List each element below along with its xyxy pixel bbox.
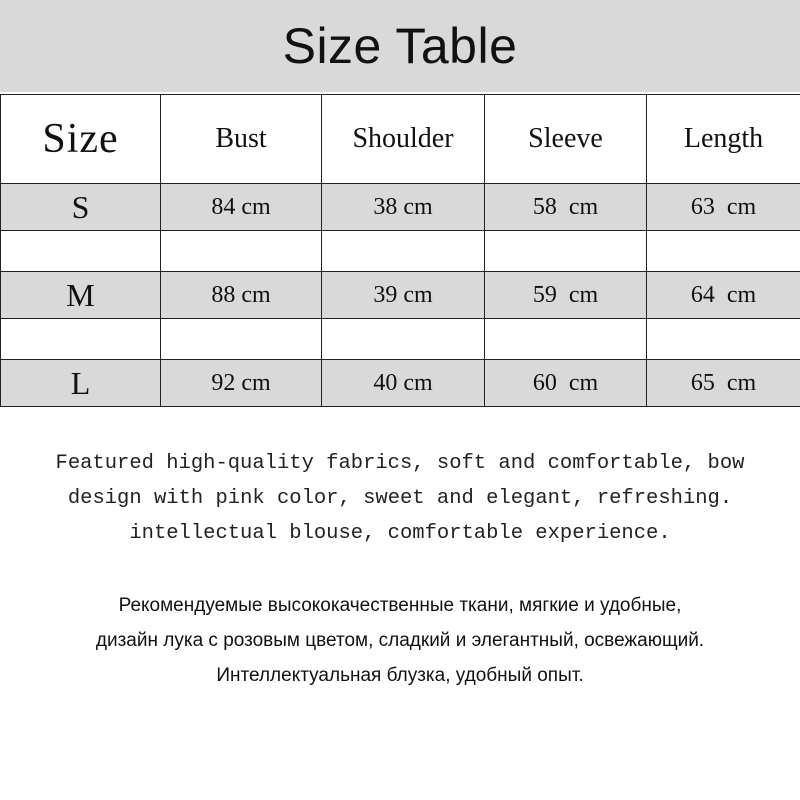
description-line: Интеллектуальная блузка, удобный опыт. bbox=[216, 665, 584, 686]
spacer-cell bbox=[485, 231, 647, 272]
cell-size: S bbox=[1, 184, 161, 231]
cell-length: 64 cm bbox=[647, 272, 800, 319]
table-row-m bbox=[1, 272, 800, 319]
spacer-cell bbox=[647, 319, 800, 360]
cell-bust: 84 cm bbox=[161, 184, 322, 231]
cell-length: 65 cm bbox=[647, 360, 800, 407]
table-header-row bbox=[1, 95, 800, 184]
header-sleeve: Sleeve bbox=[485, 95, 647, 184]
description-line: Рекомендуемые высококачественные ткани, мягкие и удобные, bbox=[118, 595, 682, 616]
spacer-cell bbox=[1, 319, 161, 360]
description-russian bbox=[0, 588, 800, 693]
spacer-cell bbox=[322, 231, 485, 272]
spacer-cell bbox=[647, 231, 800, 272]
spacer-cell bbox=[485, 319, 647, 360]
description-english bbox=[0, 446, 800, 551]
cell-shoulder: 40 cm bbox=[322, 360, 485, 407]
cell-shoulder: 38 cm bbox=[322, 184, 485, 231]
table-row-l bbox=[1, 360, 800, 407]
description-line: intellectual blouse, comfortable experience. bbox=[129, 522, 671, 545]
header-length: Length bbox=[647, 95, 800, 184]
description-line: design with pink color, sweet and elegant, refreshing. bbox=[67, 487, 733, 510]
description-line: дизайн лука с розовым цветом, сладкий и элегантный, освежающий. bbox=[95, 630, 705, 651]
table-row-s bbox=[1, 184, 800, 231]
spacer-cell bbox=[161, 319, 322, 360]
cell-bust: 88 cm bbox=[161, 272, 322, 319]
page-title: Size Table bbox=[282, 18, 518, 74]
cell-bust: 92 cm bbox=[161, 360, 322, 407]
spacer-cell bbox=[161, 231, 322, 272]
header-shoulder: Shoulder bbox=[322, 95, 485, 184]
spacer-cell bbox=[1, 231, 161, 272]
cell-sleeve: 60 cm bbox=[485, 360, 647, 407]
header-size: Size bbox=[1, 95, 161, 184]
cell-sleeve: 59 cm bbox=[485, 272, 647, 319]
size-table bbox=[0, 94, 800, 407]
cell-size: M bbox=[1, 272, 161, 319]
cell-size: L bbox=[1, 360, 161, 407]
description-line: Featured high-quality fabrics, soft and comfortable, bow bbox=[55, 452, 745, 475]
title-band bbox=[0, 0, 800, 92]
spacer-cell bbox=[322, 319, 485, 360]
table-spacer-row bbox=[1, 319, 800, 360]
cell-sleeve: 58 cm bbox=[485, 184, 647, 231]
cell-shoulder: 39 cm bbox=[322, 272, 485, 319]
table-spacer-row bbox=[1, 231, 800, 272]
header-bust: Bust bbox=[161, 95, 322, 184]
cell-length: 63 cm bbox=[647, 184, 800, 231]
